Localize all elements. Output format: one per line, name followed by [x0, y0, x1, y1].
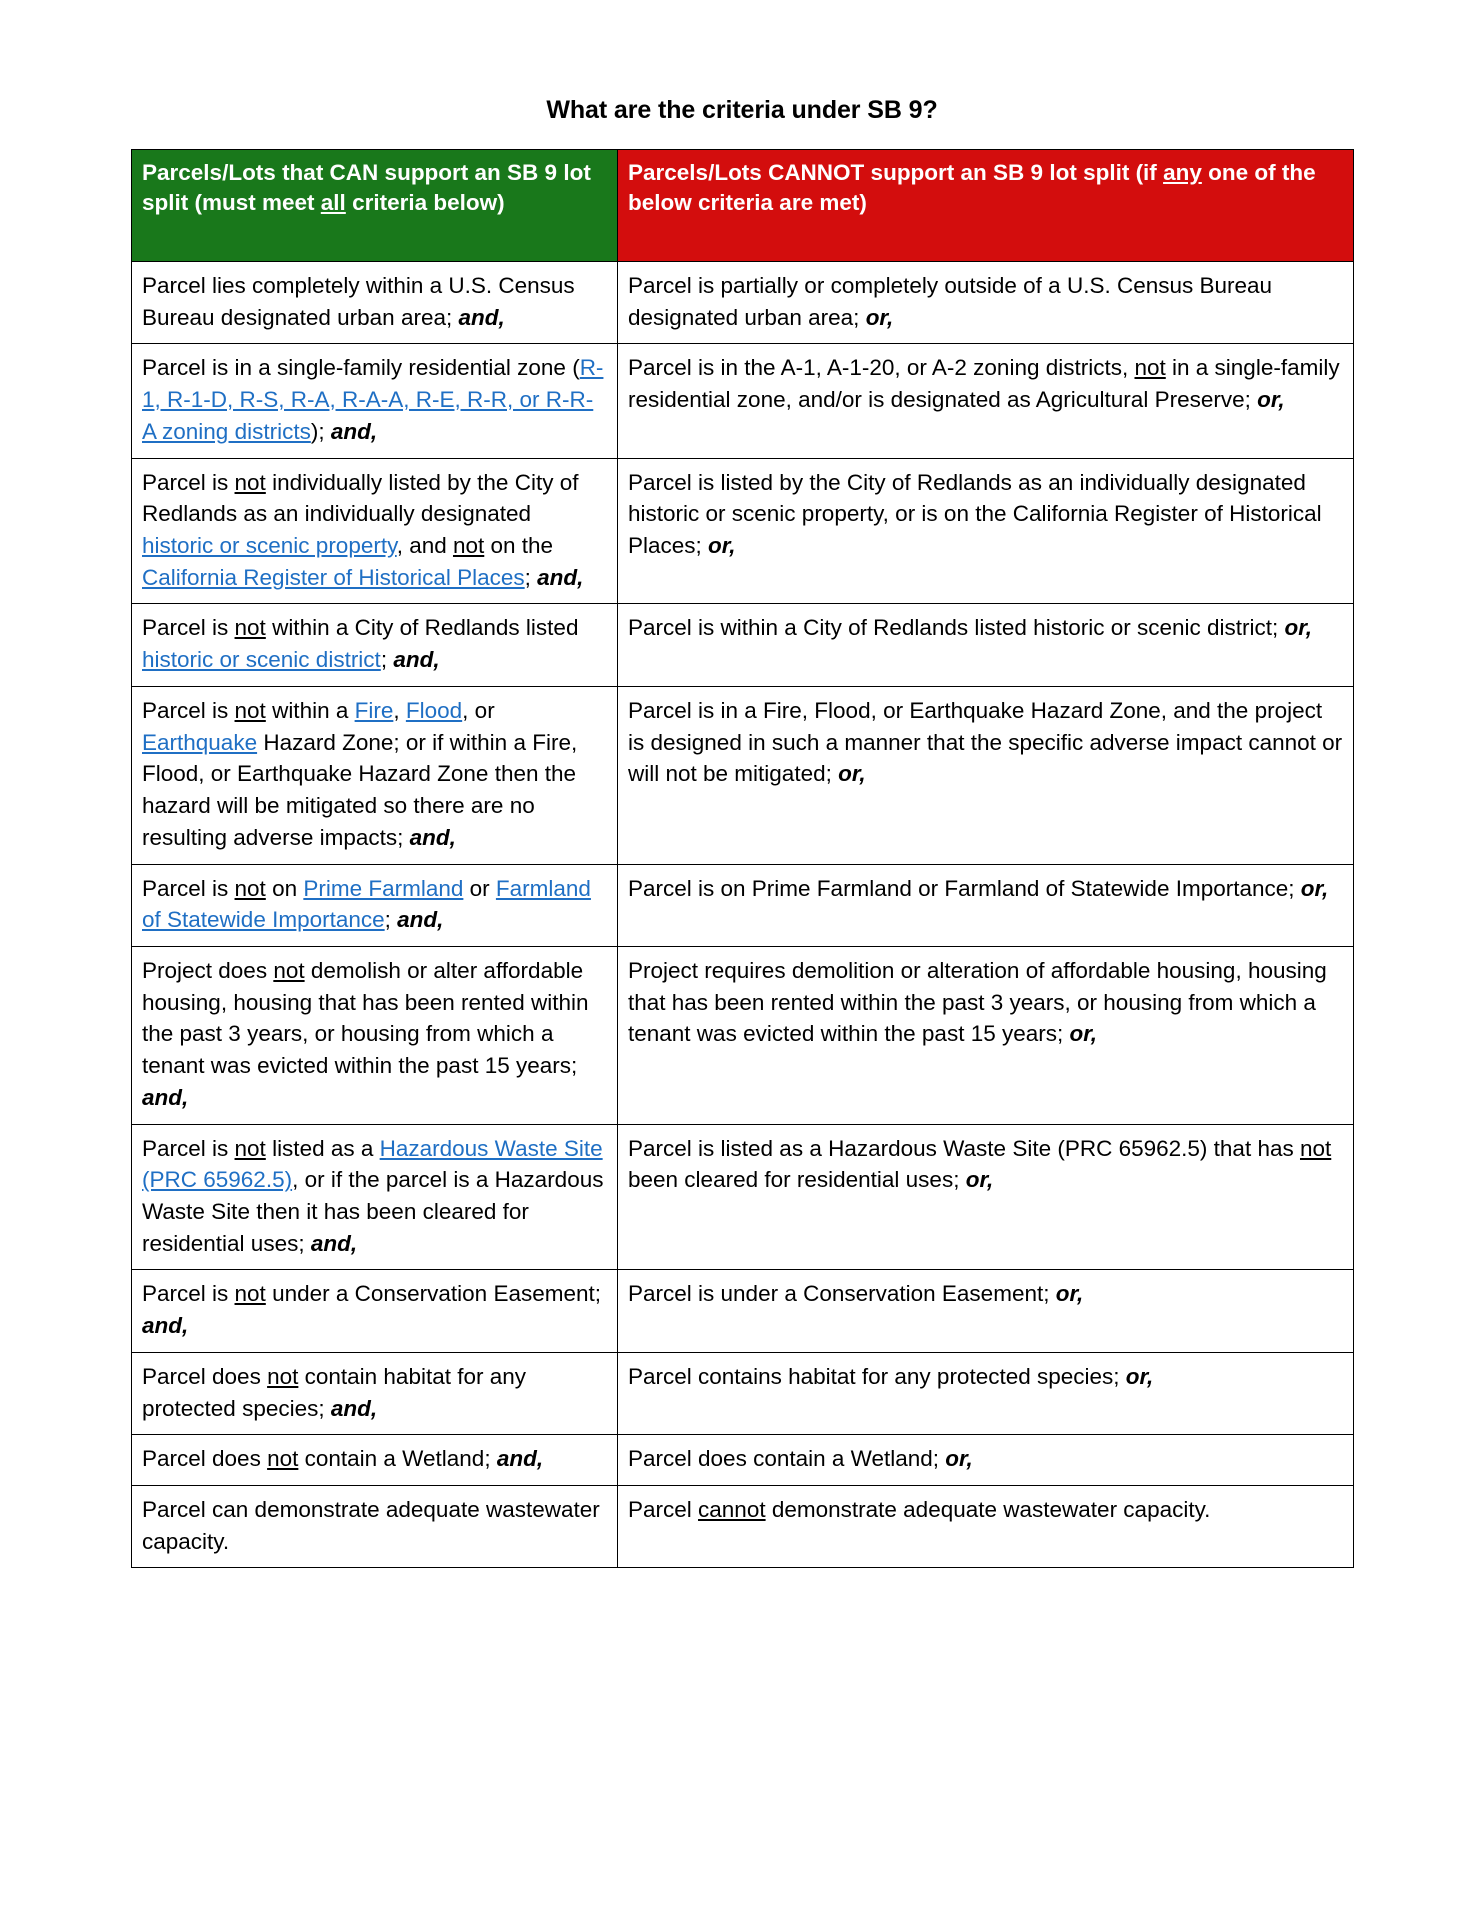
- text-run: listed as a: [265, 1135, 380, 1161]
- table-row: [132, 604, 1354, 686]
- logical-connector: or,: [1125, 1363, 1154, 1389]
- hazardous-waste-site-link[interactable]: Hazardous Waste Site (PRC 65962.5): [142, 1135, 603, 1193]
- emphasis-underline: any: [1163, 160, 1202, 185]
- emphasis-underline: not: [234, 615, 266, 641]
- criteria-table-wrapper: [131, 149, 1353, 1568]
- text-run: Parcel is in a single-family residential zone (: [142, 355, 580, 381]
- cell-cannot-historic-property: [618, 458, 1354, 604]
- cell-cannot-protected-species: [618, 1352, 1354, 1434]
- cell-can-affordable-housing: [132, 946, 618, 1124]
- table-row: [132, 686, 1354, 864]
- text-run: Parcel is: [142, 1135, 235, 1161]
- cell-cannot-urban-area: [618, 262, 1354, 344]
- text-run: demolish or alter affordable housing, housing that has been rented within the past 3 years, or housing from which a tenant was evicted within the past 15 years;: [142, 957, 589, 1079]
- emphasis-underline: all: [320, 189, 346, 215]
- table-body: [132, 262, 1354, 1568]
- text-run: Parcel is on Prime Farmland or Farmland of Statewide Importance;: [628, 875, 1301, 901]
- text-run: Parcel is: [142, 615, 235, 641]
- text-run: , or if the parcel is a Hazardous Waste Site then it has been cleared for residential uses;: [142, 1167, 604, 1256]
- text-run: , or: [462, 697, 495, 723]
- historic-scenic-district-link[interactable]: historic or scenic district: [142, 647, 381, 673]
- text-run: within a: [265, 697, 355, 723]
- text-run: Parcel is in a Fire, Flood, or Earthquake Hazard Zone, and the project is designed in such a manner that the specific adverse impact cannot or will not be mitigated;: [628, 697, 1343, 787]
- cell-can-wetland: [132, 1435, 618, 1486]
- table-row: [132, 458, 1354, 604]
- text-run: Parcel does: [142, 1363, 268, 1389]
- cell-can-historic-district: [132, 604, 618, 686]
- page-title: What are the criteria under SB 9?: [546, 96, 938, 124]
- emphasis-underline: not: [234, 1135, 266, 1161]
- emphasis-underline: not: [234, 697, 266, 723]
- text-run: );: [310, 418, 331, 444]
- text-run: Parcel contains habitat for any protected species;: [628, 1363, 1126, 1389]
- logical-connector: or,: [965, 1167, 994, 1193]
- text-run: Parcel is partially or completely outside of a U.S. Census Bureau designated urban area;: [628, 273, 1273, 330]
- text-run: one of the below criteria are met): [628, 160, 1316, 215]
- earthquake-hazard-link[interactable]: Earthquake: [142, 729, 258, 755]
- logical-connector: and,: [409, 824, 456, 850]
- logical-connector: and,: [393, 647, 440, 673]
- table-row: [132, 344, 1354, 458]
- logical-connector: or,: [1257, 387, 1285, 413]
- text-run: Parcel is: [142, 697, 235, 723]
- text-run: on: [265, 875, 304, 901]
- flood-hazard-link[interactable]: Flood: [405, 697, 463, 723]
- logical-connector: or,: [708, 533, 736, 559]
- cell-cannot-wastewater: [618, 1486, 1354, 1568]
- text-run: Parcel is under a Conservation Easement;: [628, 1281, 1056, 1307]
- text-run: under a Conservation Easement;: [265, 1281, 602, 1307]
- logical-connector: and,: [397, 907, 444, 933]
- text-run: Parcel is: [142, 469, 235, 495]
- logical-connector: and,: [496, 1446, 544, 1472]
- text-run: contain a Wetland;: [298, 1446, 497, 1472]
- text-run: been cleared for residential uses;: [628, 1167, 966, 1193]
- historic-scenic-property-link[interactable]: historic or scenic property: [142, 533, 397, 559]
- text-run: ,: [393, 697, 406, 723]
- text-run: ;: [380, 647, 394, 673]
- cell-can-hazardous-waste: [132, 1124, 618, 1270]
- logical-connector: or,: [1284, 615, 1313, 641]
- cell-can-historic-property: [132, 458, 618, 604]
- logical-connector: or,: [1300, 875, 1329, 901]
- logical-connector: and,: [537, 564, 584, 590]
- cell-cannot-conservation-easement: [618, 1270, 1354, 1352]
- cell-can-farmland: [132, 864, 618, 946]
- text-run: Parcel can demonstrate adequate wastewater capacity.: [142, 1497, 600, 1554]
- farmland-statewide-importance-link[interactable]: Farmland of Statewide Importance: [142, 875, 591, 933]
- logical-connector: and,: [142, 1084, 189, 1110]
- text-run: criteria below): [345, 189, 505, 215]
- table-row: [132, 1486, 1354, 1568]
- zoning-districts-link[interactable]: R-1, R-1-D, R-S, R-A, R-A-A, R-E, R-R, or R-R-A zoning districts: [142, 355, 604, 444]
- text-run: Parcels/Lots CANNOT support an SB 9 lot split (if: [628, 160, 1164, 185]
- logical-connector: and,: [330, 1395, 378, 1421]
- text-run: Parcel is listed as a Hazardous Waste Site (PRC 65962.5) that has: [628, 1135, 1300, 1161]
- text-run: ;: [384, 907, 398, 933]
- text-run: Parcel does contain a Wetland;: [628, 1446, 946, 1472]
- text-run: , and: [396, 533, 453, 559]
- emphasis-underline: not: [234, 469, 266, 495]
- logical-connector: or,: [1069, 1021, 1098, 1047]
- logical-connector: and,: [330, 418, 378, 444]
- prime-farmland-link[interactable]: Prime Farmland: [303, 875, 464, 901]
- cell-can-conservation-easement: [132, 1270, 618, 1352]
- text-run: within a City of Redlands listed: [265, 615, 579, 641]
- text-run: or: [463, 875, 496, 901]
- emphasis-underline: not: [267, 1446, 299, 1472]
- emphasis-underline: not: [234, 875, 266, 901]
- emphasis-underline: cannot: [698, 1497, 766, 1522]
- cell-can-urban-area: [132, 262, 618, 344]
- logical-connector: or,: [1055, 1281, 1084, 1307]
- logical-connector: or,: [945, 1446, 973, 1472]
- table-row: [132, 1270, 1354, 1352]
- cell-cannot-zoning: [618, 344, 1354, 458]
- text-run: contain habitat for any protected species;: [142, 1363, 527, 1421]
- fire-hazard-link[interactable]: Fire: [354, 697, 394, 723]
- emphasis-underline: not: [1299, 1135, 1332, 1161]
- sb9-criteria-table: [131, 149, 1354, 1568]
- cell-can-zoning: [132, 344, 618, 458]
- text-run: Parcel is listed by the City of Redlands as an individually designated historic or scenic property, or is on the California Register of Historical Places;: [628, 469, 1322, 559]
- cell-cannot-farmland: [618, 864, 1354, 946]
- emphasis-underline: not: [267, 1363, 299, 1389]
- table-row: [132, 946, 1354, 1124]
- text-run: Hazard Zone; or if within a Fire, Flood, or Earthquake Hazard Zone then the hazard will be mitigated so there are no resulting adverse impacts;: [142, 729, 578, 850]
- table-header-row: [132, 150, 1354, 262]
- text-run: Parcels/Lots that CAN support an SB 9 lot split (must meet: [142, 160, 591, 215]
- text-run: Parcel lies completely within a U.S. Census Bureau designated urban area;: [142, 273, 575, 330]
- text-run: in a single-family residential zone, and/or is designated as Agricultural Preserve;: [628, 355, 1340, 413]
- column-header-can: [132, 150, 618, 262]
- table-row: [132, 1435, 1354, 1486]
- table-row: [132, 262, 1354, 344]
- table-row: [132, 1124, 1354, 1270]
- text-run: Project requires demolition or alteration of affordable housing, housing that has been rented within the past 3 years, or housing from which a tenant was evicted within the past 15 years;: [628, 957, 1327, 1047]
- text-run: ;: [524, 564, 538, 590]
- cell-cannot-wetland: [618, 1435, 1354, 1486]
- cell-can-wastewater: [132, 1486, 618, 1568]
- emphasis-underline: not: [1134, 355, 1166, 381]
- emphasis-underline: not: [273, 957, 305, 983]
- text-run: demonstrate adequate wastewater capacity.: [765, 1497, 1211, 1522]
- text-run: Parcel is: [142, 1281, 235, 1307]
- text-run: Parcel is in the A-1, A-1-20, or A-2 zoning districts,: [628, 355, 1135, 381]
- cell-cannot-affordable-housing: [618, 946, 1354, 1124]
- text-run: Parcel does: [142, 1446, 268, 1472]
- logical-connector: or,: [838, 761, 866, 787]
- california-register-link[interactable]: California Register of Historical Places: [142, 564, 525, 590]
- logical-connector: and,: [458, 304, 505, 330]
- cell-cannot-hazardous-waste: [618, 1124, 1354, 1270]
- text-run: individually listed by the City of Redlands as an individually designated: [142, 469, 579, 527]
- logical-connector: and,: [310, 1230, 358, 1256]
- text-run: Parcel: [628, 1497, 699, 1522]
- cell-cannot-hazard-zone: [618, 686, 1354, 864]
- emphasis-underline: not: [452, 533, 485, 559]
- table-header: [132, 150, 1354, 262]
- emphasis-underline: not: [234, 1281, 266, 1307]
- text-run: Project does: [142, 957, 274, 983]
- text-run: on the: [484, 533, 554, 559]
- table-row: [132, 1352, 1354, 1434]
- logical-connector: or,: [865, 304, 894, 330]
- column-header-cannot: [618, 150, 1354, 262]
- text-run: Parcel is: [142, 875, 235, 901]
- logical-connector: and,: [142, 1313, 189, 1339]
- cell-can-protected-species: [132, 1352, 618, 1434]
- cell-cannot-historic-district: [618, 604, 1354, 686]
- table-row: [132, 864, 1354, 946]
- text-run: Parcel is within a City of Redlands listed historic or scenic district;: [628, 615, 1285, 641]
- cell-can-hazard-zone: [132, 686, 618, 864]
